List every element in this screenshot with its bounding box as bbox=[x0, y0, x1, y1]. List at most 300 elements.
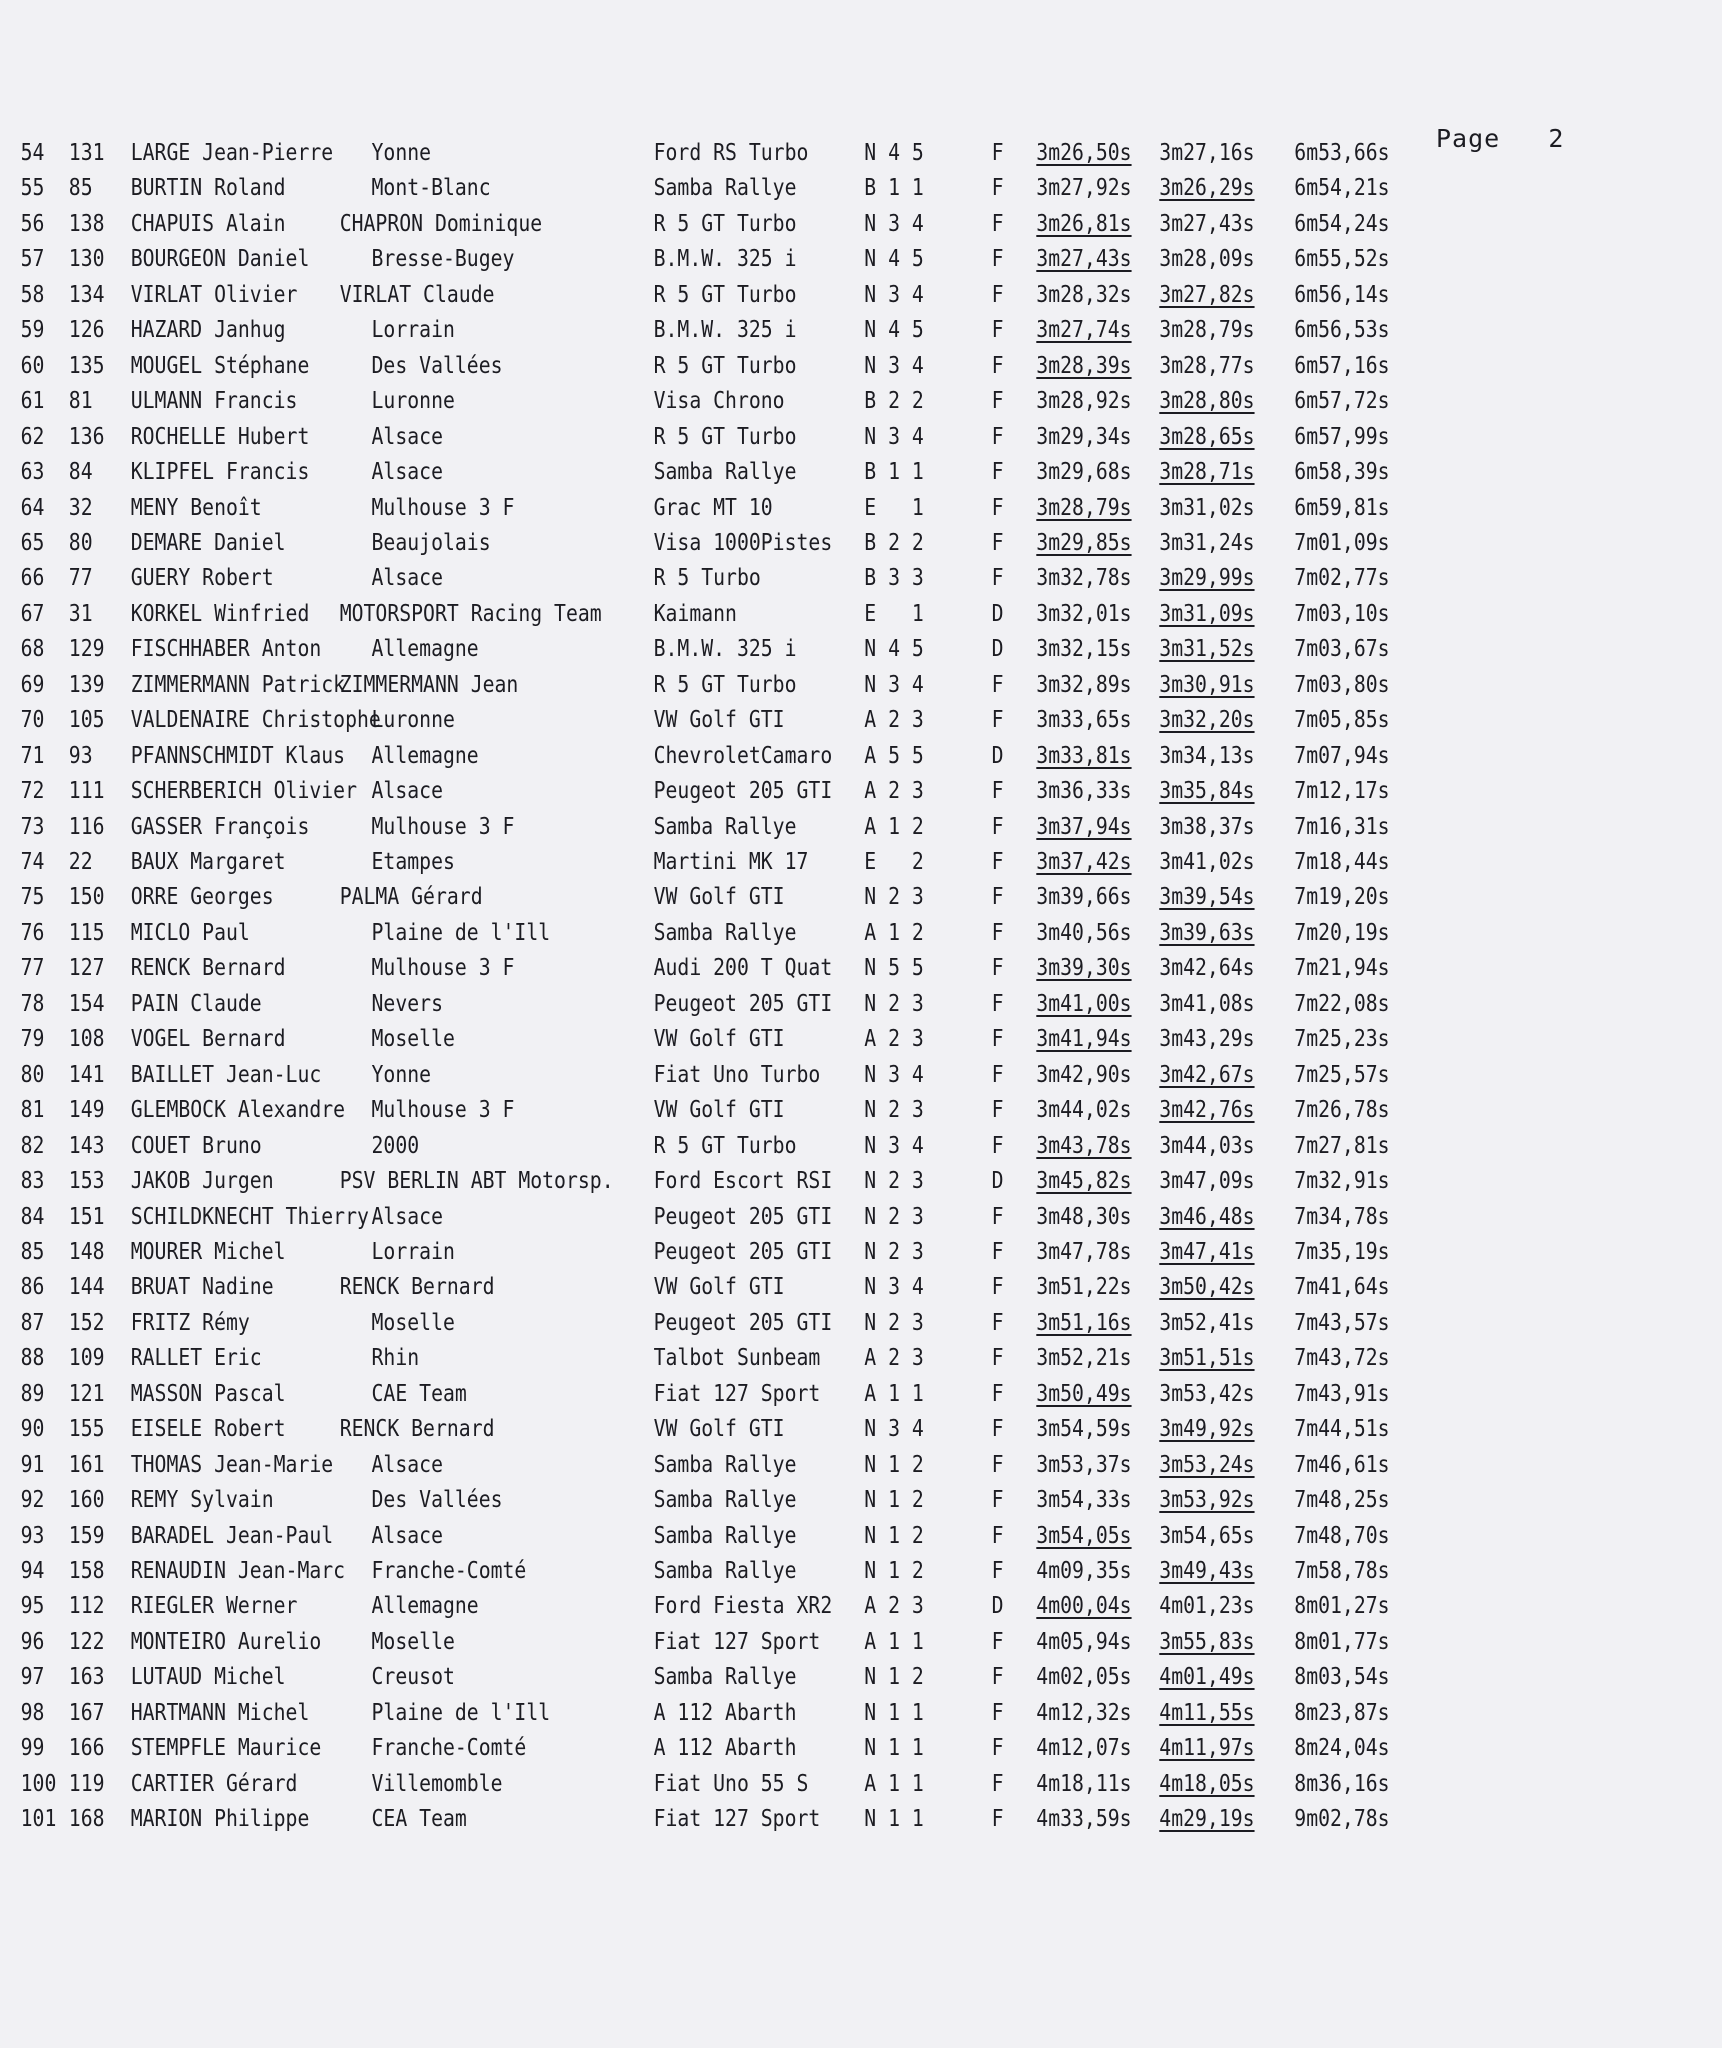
driver-cell: BOURGEON Daniel bbox=[130, 246, 310, 273]
class-cell: B 2 2 bbox=[864, 529, 924, 556]
table-row bbox=[0, 1306, 1481, 1341]
total-cell: 7m25,57s bbox=[1294, 1061, 1390, 1088]
table-row bbox=[0, 278, 1481, 313]
time1-cell: 3m47,78s bbox=[1036, 1238, 1132, 1265]
club-cell: Allemagne bbox=[371, 636, 479, 663]
car-cell: Samba Rallye bbox=[653, 175, 797, 202]
club-cell: Lorrain bbox=[371, 1238, 455, 1265]
total-cell: 7m20,19s bbox=[1294, 919, 1390, 946]
table-row bbox=[0, 313, 1481, 348]
number-cell: 148 bbox=[68, 1238, 105, 1265]
time2-cell: 3m39,54s bbox=[1159, 884, 1255, 911]
time2-cell: 4m18,05s bbox=[1159, 1770, 1255, 1797]
class-cell: N 4 5 bbox=[864, 246, 924, 273]
position-cell: 94 bbox=[20, 1558, 45, 1584]
position-cell: 68 bbox=[20, 636, 45, 663]
club-cell: Mulhouse 3 F bbox=[371, 494, 515, 521]
number-cell: 129 bbox=[68, 636, 105, 663]
table-row bbox=[0, 136, 1481, 171]
position-cell: 90 bbox=[20, 1416, 45, 1443]
class-cell: N 1 2 bbox=[864, 1451, 924, 1478]
car-cell: Peugeot 205 GTI bbox=[653, 1309, 833, 1336]
club-cell: Yonne bbox=[371, 140, 432, 166]
driver-cell: ORRE Georges bbox=[130, 884, 274, 911]
licence-cell: F bbox=[991, 1735, 1004, 1762]
time2-cell: 3m43,29s bbox=[1159, 1026, 1255, 1053]
club-cell: Mont-Blanc bbox=[371, 175, 491, 202]
driver-cell: MOURER Michel bbox=[130, 1238, 286, 1265]
time2-cell: 3m47,09s bbox=[1159, 1168, 1255, 1195]
club-cell: Lorrain bbox=[371, 317, 455, 344]
licence-cell: F bbox=[991, 671, 1004, 698]
licence-cell: F bbox=[991, 1132, 1004, 1159]
driver-cell: FISCHHABER Anton bbox=[130, 636, 322, 663]
licence-cell: F bbox=[991, 1416, 1004, 1443]
position-cell: 55 bbox=[20, 175, 45, 202]
driver-cell: BRUAT Nadine bbox=[130, 1274, 274, 1301]
table-row bbox=[0, 242, 1481, 277]
class-cell: N 1 2 bbox=[864, 1664, 924, 1691]
position-cell: 92 bbox=[20, 1487, 45, 1514]
licence-cell: F bbox=[991, 494, 1004, 521]
car-cell: Ford Escort RSI bbox=[653, 1168, 833, 1195]
driver-cell: LUTAUD Michel bbox=[130, 1664, 286, 1691]
class-cell: N 4 5 bbox=[864, 636, 924, 663]
car-cell: B.M.W. 325 i bbox=[653, 317, 797, 344]
position-cell: 100 bbox=[20, 1770, 57, 1797]
club-cell: Plaine de l'Ill bbox=[371, 919, 551, 946]
club-cell: Moselle bbox=[371, 1628, 455, 1655]
number-cell: 130 bbox=[68, 246, 105, 273]
driver-cell: ULMANN Francis bbox=[130, 388, 298, 415]
time2-cell: 3m53,24s bbox=[1159, 1451, 1255, 1478]
club-cell: Allemagne bbox=[371, 1593, 479, 1620]
table-row bbox=[0, 774, 1481, 809]
position-cell: 89 bbox=[20, 1380, 45, 1407]
position-cell: 67 bbox=[20, 600, 45, 627]
car-cell: Talbot Sunbeam bbox=[653, 1345, 821, 1372]
class-cell: N 3 4 bbox=[864, 671, 924, 698]
time2-cell: 3m29,99s bbox=[1159, 565, 1255, 592]
time2-cell: 3m54,65s bbox=[1159, 1522, 1255, 1549]
table-row bbox=[0, 668, 1481, 703]
total-cell: 8m03,54s bbox=[1294, 1664, 1390, 1691]
driver-cell: HAZARD Janhug bbox=[130, 317, 286, 344]
number-cell: 122 bbox=[68, 1628, 105, 1655]
total-cell: 7m01,09s bbox=[1294, 529, 1390, 556]
club-cell: Nevers bbox=[371, 990, 443, 1017]
class-cell: N 3 4 bbox=[864, 210, 924, 237]
driver-cell: FRITZ Rémy bbox=[130, 1309, 250, 1336]
licence-cell: F bbox=[991, 565, 1004, 592]
time1-cell: 4m33,59s bbox=[1036, 1806, 1132, 1833]
table-row bbox=[0, 1802, 1481, 1837]
position-cell: 76 bbox=[20, 919, 45, 946]
club-cell: Alsace bbox=[371, 423, 443, 450]
time1-cell: 3m29,85s bbox=[1036, 529, 1132, 556]
time1-cell: 3m39,30s bbox=[1036, 955, 1132, 982]
table-row bbox=[0, 1625, 1481, 1660]
class-cell: A 2 3 bbox=[864, 1345, 924, 1372]
table-row bbox=[0, 880, 1481, 915]
position-cell: 96 bbox=[20, 1628, 45, 1655]
time2-cell: 3m38,37s bbox=[1159, 813, 1255, 840]
table-row bbox=[0, 1093, 1481, 1128]
table-row bbox=[0, 703, 1481, 738]
time2-cell: 3m46,48s bbox=[1159, 1203, 1255, 1230]
time1-cell: 3m27,43s bbox=[1036, 246, 1132, 273]
class-cell: A 2 3 bbox=[864, 707, 924, 734]
time1-cell: 3m50,49s bbox=[1036, 1380, 1132, 1407]
licence-cell: F bbox=[991, 1487, 1004, 1514]
car-cell: VW Golf GTI bbox=[653, 884, 785, 911]
total-cell: 7m03,10s bbox=[1294, 600, 1390, 627]
table-row bbox=[0, 845, 1481, 880]
total-cell: 6m54,21s bbox=[1294, 175, 1390, 202]
time1-cell: 3m29,68s bbox=[1036, 459, 1132, 486]
total-cell: 7m03,67s bbox=[1294, 636, 1390, 663]
time1-cell: 3m37,94s bbox=[1036, 813, 1132, 840]
club-cell: CEA Team bbox=[371, 1806, 467, 1833]
number-cell: 159 bbox=[68, 1522, 105, 1549]
total-cell: 7m35,19s bbox=[1294, 1238, 1390, 1265]
position-cell: 86 bbox=[20, 1274, 45, 1301]
position-cell: 56 bbox=[20, 210, 45, 237]
time1-cell: 3m51,22s bbox=[1036, 1274, 1132, 1301]
number-cell: 158 bbox=[68, 1558, 105, 1584]
time2-cell: 3m30,91s bbox=[1159, 671, 1255, 698]
club-cell: Etampes bbox=[371, 849, 455, 875]
position-cell: 71 bbox=[20, 742, 45, 769]
total-cell: 6m54,24s bbox=[1294, 210, 1390, 237]
club-cell: Mulhouse 3 F bbox=[371, 1097, 515, 1124]
licence-cell: F bbox=[991, 1522, 1004, 1549]
car-cell: Fiat 127 Sport bbox=[653, 1380, 821, 1407]
club-cell: CAE Team bbox=[371, 1380, 467, 1407]
position-cell: 80 bbox=[20, 1061, 45, 1088]
licence-cell: F bbox=[991, 1770, 1004, 1797]
class-cell: N 2 3 bbox=[864, 1309, 924, 1336]
time2-cell: 3m51,51s bbox=[1159, 1345, 1255, 1372]
table-row bbox=[0, 1377, 1481, 1412]
licence-cell: F bbox=[991, 423, 1004, 450]
table-row bbox=[0, 1164, 1481, 1199]
total-cell: 6m57,16s bbox=[1294, 352, 1390, 379]
total-cell: 7m16,31s bbox=[1294, 813, 1390, 840]
car-cell: Grac MT 10 bbox=[653, 494, 773, 521]
number-cell: 144 bbox=[68, 1274, 105, 1301]
car-cell: R 5 Turbo bbox=[653, 565, 761, 592]
licence-cell: F bbox=[991, 1558, 1004, 1584]
table-row bbox=[0, 951, 1481, 986]
time2-cell: 3m28,09s bbox=[1159, 246, 1255, 273]
club-cell: RENCK Bernard bbox=[339, 1274, 495, 1301]
club-cell: Alsace bbox=[371, 1451, 443, 1478]
time1-cell: 3m32,78s bbox=[1036, 565, 1132, 592]
table-row bbox=[0, 739, 1481, 774]
class-cell: N 3 4 bbox=[864, 281, 924, 308]
table-row bbox=[0, 632, 1481, 667]
class-cell: B 3 3 bbox=[864, 565, 924, 592]
driver-cell: STEMPFLE Maurice bbox=[130, 1735, 322, 1762]
car-cell: Kaimann bbox=[653, 600, 737, 627]
position-cell: 57 bbox=[20, 246, 45, 273]
time2-cell: 3m52,41s bbox=[1159, 1309, 1255, 1336]
car-cell: A 112 Abarth bbox=[653, 1735, 797, 1762]
licence-cell: F bbox=[991, 1061, 1004, 1088]
driver-cell: KORKEL Winfried bbox=[130, 600, 310, 627]
total-cell: 7m41,64s bbox=[1294, 1274, 1390, 1301]
licence-cell: F bbox=[991, 281, 1004, 308]
time2-cell: 3m42,67s bbox=[1159, 1061, 1255, 1088]
position-cell: 74 bbox=[20, 849, 45, 875]
time1-cell: 3m37,42s bbox=[1036, 849, 1132, 875]
number-cell: 166 bbox=[68, 1735, 105, 1762]
licence-cell: F bbox=[991, 919, 1004, 946]
position-cell: 72 bbox=[20, 778, 45, 805]
car-cell: VW Golf GTI bbox=[653, 1097, 785, 1124]
class-cell: N 3 4 bbox=[864, 1132, 924, 1159]
page-label: Page 2 bbox=[1436, 124, 1565, 153]
club-cell: Luronne bbox=[371, 707, 455, 734]
time1-cell: 4m09,35s bbox=[1036, 1558, 1132, 1584]
total-cell: 6m53,66s bbox=[1294, 140, 1390, 166]
position-cell: 75 bbox=[20, 884, 45, 911]
position-cell: 91 bbox=[20, 1451, 45, 1478]
table-row bbox=[0, 561, 1481, 596]
club-cell: Mulhouse 3 F bbox=[371, 813, 515, 840]
time2-cell: 3m27,43s bbox=[1159, 210, 1255, 237]
total-cell: 7m27,81s bbox=[1294, 1132, 1390, 1159]
licence-cell: F bbox=[991, 1451, 1004, 1478]
number-cell: 119 bbox=[68, 1770, 105, 1797]
car-cell: Samba Rallye bbox=[653, 1664, 797, 1691]
club-cell: Rhin bbox=[371, 1345, 420, 1372]
driver-cell: BARADEL Jean-Paul bbox=[130, 1522, 334, 1549]
club-cell: Franche-Comté bbox=[371, 1735, 527, 1762]
number-cell: 116 bbox=[68, 813, 105, 840]
driver-cell: EISELE Robert bbox=[130, 1416, 286, 1443]
time1-cell: 3m52,21s bbox=[1036, 1345, 1132, 1372]
driver-cell: RIEGLER Werner bbox=[130, 1593, 298, 1620]
total-cell: 7m02,77s bbox=[1294, 565, 1390, 592]
time1-cell: 3m28,32s bbox=[1036, 281, 1132, 308]
licence-cell: F bbox=[991, 246, 1004, 273]
licence-cell: F bbox=[991, 1345, 1004, 1372]
licence-cell: F bbox=[991, 1380, 1004, 1407]
licence-cell: F bbox=[991, 529, 1004, 556]
number-cell: 154 bbox=[68, 990, 105, 1017]
table-row bbox=[0, 1022, 1481, 1057]
driver-cell: MONTEIRO Aurelio bbox=[130, 1628, 322, 1655]
time1-cell: 3m41,00s bbox=[1036, 990, 1132, 1017]
position-cell: 79 bbox=[20, 1026, 45, 1053]
club-cell: Alsace bbox=[371, 565, 443, 592]
club-cell: Franche-Comté bbox=[371, 1558, 527, 1584]
driver-cell: RALLET Eric bbox=[130, 1345, 262, 1372]
car-cell: VW Golf GTI bbox=[653, 1026, 785, 1053]
time2-cell: 4m11,55s bbox=[1159, 1699, 1255, 1726]
car-cell: R 5 GT Turbo bbox=[653, 210, 797, 237]
licence-cell: F bbox=[991, 990, 1004, 1017]
time2-cell: 3m49,92s bbox=[1159, 1416, 1255, 1443]
table-row bbox=[0, 1767, 1481, 1802]
time2-cell: 3m28,79s bbox=[1159, 317, 1255, 344]
position-cell: 65 bbox=[20, 529, 45, 556]
car-cell: Ford RS Turbo bbox=[653, 140, 809, 166]
time2-cell: 4m01,23s bbox=[1159, 1593, 1255, 1620]
licence-cell: F bbox=[991, 1026, 1004, 1053]
number-cell: 126 bbox=[68, 317, 105, 344]
position-cell: 83 bbox=[20, 1168, 45, 1195]
total-cell: 6m57,99s bbox=[1294, 423, 1390, 450]
car-cell: Samba Rallye bbox=[653, 1487, 797, 1514]
licence-cell: D bbox=[991, 1168, 1004, 1195]
driver-cell: MICLO Paul bbox=[130, 919, 250, 946]
car-cell: ChevroletCamaro bbox=[653, 742, 833, 769]
position-cell: 64 bbox=[20, 494, 45, 521]
licence-cell: F bbox=[991, 1238, 1004, 1265]
time1-cell: 3m45,82s bbox=[1036, 1168, 1132, 1195]
club-cell: Moselle bbox=[371, 1026, 455, 1053]
driver-cell: PFANNSCHMIDT Klaus bbox=[130, 742, 346, 769]
club-cell: Bresse-Bugey bbox=[371, 246, 515, 273]
driver-cell: VOGEL Bernard bbox=[130, 1026, 286, 1053]
total-cell: 7m22,08s bbox=[1294, 990, 1390, 1017]
table-row bbox=[0, 1589, 1481, 1624]
number-cell: 111 bbox=[68, 778, 105, 805]
licence-cell: F bbox=[991, 1664, 1004, 1691]
club-cell: PALMA Gérard bbox=[339, 884, 483, 911]
table-row bbox=[0, 1270, 1481, 1305]
driver-cell: VIRLAT Olivier bbox=[130, 281, 298, 308]
licence-cell: F bbox=[991, 1309, 1004, 1336]
class-cell: N 4 5 bbox=[864, 140, 924, 166]
time2-cell: 3m55,83s bbox=[1159, 1628, 1255, 1655]
total-cell: 7m58,78s bbox=[1294, 1558, 1390, 1584]
car-cell: Peugeot 205 GTI bbox=[653, 1203, 833, 1230]
time1-cell: 4m02,05s bbox=[1036, 1664, 1132, 1691]
time2-cell: 3m28,71s bbox=[1159, 459, 1255, 486]
total-cell: 6m55,52s bbox=[1294, 246, 1390, 273]
class-cell: N 3 4 bbox=[864, 423, 924, 450]
number-cell: 77 bbox=[68, 565, 93, 592]
time1-cell: 3m33,81s bbox=[1036, 742, 1132, 769]
total-cell: 7m18,44s bbox=[1294, 849, 1390, 875]
table-row bbox=[0, 810, 1481, 845]
time2-cell: 4m11,97s bbox=[1159, 1735, 1255, 1762]
total-cell: 7m03,80s bbox=[1294, 671, 1390, 698]
club-cell: CHAPRON Dominique bbox=[339, 210, 543, 237]
club-cell: RENCK Bernard bbox=[339, 1416, 495, 1443]
table-row bbox=[0, 1731, 1481, 1766]
time2-cell: 3m49,43s bbox=[1159, 1558, 1255, 1584]
table-row bbox=[0, 987, 1481, 1022]
table-row bbox=[0, 526, 1481, 561]
table-row bbox=[0, 455, 1481, 490]
total-cell: 7m12,17s bbox=[1294, 778, 1390, 805]
driver-cell: CHAPUIS Alain bbox=[130, 210, 286, 237]
total-cell: 8m23,87s bbox=[1294, 1699, 1390, 1726]
time1-cell: 4m00,04s bbox=[1036, 1593, 1132, 1620]
licence-cell: D bbox=[991, 742, 1004, 769]
driver-cell: BURTIN Roland bbox=[130, 175, 286, 202]
total-cell: 8m36,16s bbox=[1294, 1770, 1390, 1797]
time1-cell: 3m27,74s bbox=[1036, 317, 1132, 344]
total-cell: 7m48,70s bbox=[1294, 1522, 1390, 1549]
time1-cell: 3m54,05s bbox=[1036, 1522, 1132, 1549]
time1-cell: 3m40,56s bbox=[1036, 919, 1132, 946]
club-cell: Alsace bbox=[371, 459, 443, 486]
class-cell: N 2 3 bbox=[864, 990, 924, 1017]
time1-cell: 3m26,81s bbox=[1036, 210, 1132, 237]
class-cell: N 5 5 bbox=[864, 955, 924, 982]
class-cell: N 2 3 bbox=[864, 1238, 924, 1265]
number-cell: 136 bbox=[68, 423, 105, 450]
car-cell: Samba Rallye bbox=[653, 813, 797, 840]
total-cell: 6m57,72s bbox=[1294, 388, 1390, 415]
class-cell: A 1 2 bbox=[864, 919, 924, 946]
time2-cell: 3m31,09s bbox=[1159, 600, 1255, 627]
time1-cell: 3m53,37s bbox=[1036, 1451, 1132, 1478]
number-cell: 108 bbox=[68, 1026, 105, 1053]
driver-cell: BAILLET Jean-Luc bbox=[130, 1061, 322, 1088]
time2-cell: 3m39,63s bbox=[1159, 919, 1255, 946]
class-cell: N 4 5 bbox=[864, 317, 924, 344]
car-cell: Peugeot 205 GTI bbox=[653, 990, 833, 1017]
position-cell: 81 bbox=[20, 1097, 45, 1124]
time2-cell: 3m42,64s bbox=[1159, 955, 1255, 982]
driver-cell: MENY Benoît bbox=[130, 494, 262, 521]
class-cell: A 1 2 bbox=[864, 813, 924, 840]
table-row bbox=[0, 420, 1481, 455]
total-cell: 6m59,81s bbox=[1294, 494, 1390, 521]
time2-cell: 3m44,03s bbox=[1159, 1132, 1255, 1159]
time1-cell: 3m28,92s bbox=[1036, 388, 1132, 415]
car-cell: Fiat Uno Turbo bbox=[653, 1061, 821, 1088]
number-cell: 22 bbox=[68, 849, 93, 875]
time1-cell: 3m43,78s bbox=[1036, 1132, 1132, 1159]
time2-cell: 3m41,02s bbox=[1159, 849, 1255, 875]
club-cell: PSV BERLIN ABT Motorsp. bbox=[339, 1168, 614, 1195]
number-cell: 32 bbox=[68, 494, 93, 521]
number-cell: 80 bbox=[68, 529, 93, 556]
number-cell: 152 bbox=[68, 1309, 105, 1336]
licence-cell: D bbox=[991, 1593, 1004, 1620]
table-row bbox=[0, 1412, 1481, 1447]
time2-cell: 3m28,65s bbox=[1159, 423, 1255, 450]
time1-cell: 3m44,02s bbox=[1036, 1097, 1132, 1124]
position-cell: 101 bbox=[20, 1806, 57, 1833]
time2-cell: 3m31,02s bbox=[1159, 494, 1255, 521]
car-cell: B.M.W. 325 i bbox=[653, 246, 797, 273]
car-cell: Ford Fiesta XR2 bbox=[653, 1593, 833, 1620]
club-cell: Alsace bbox=[371, 778, 443, 805]
total-cell: 7m34,78s bbox=[1294, 1203, 1390, 1230]
driver-cell: BAUX Margaret bbox=[130, 849, 286, 875]
club-cell: Villemomble bbox=[371, 1770, 503, 1797]
class-cell: N 3 4 bbox=[864, 1061, 924, 1088]
driver-cell: RENCK Bernard bbox=[130, 955, 286, 982]
driver-cell: CARTIER Gérard bbox=[130, 1770, 298, 1797]
car-cell: Samba Rallye bbox=[653, 459, 797, 486]
licence-cell: F bbox=[991, 317, 1004, 344]
licence-cell: F bbox=[991, 1628, 1004, 1655]
number-cell: 84 bbox=[68, 459, 93, 486]
class-cell: N 3 4 bbox=[864, 1274, 924, 1301]
number-cell: 153 bbox=[68, 1168, 105, 1195]
licence-cell: F bbox=[991, 1806, 1004, 1833]
